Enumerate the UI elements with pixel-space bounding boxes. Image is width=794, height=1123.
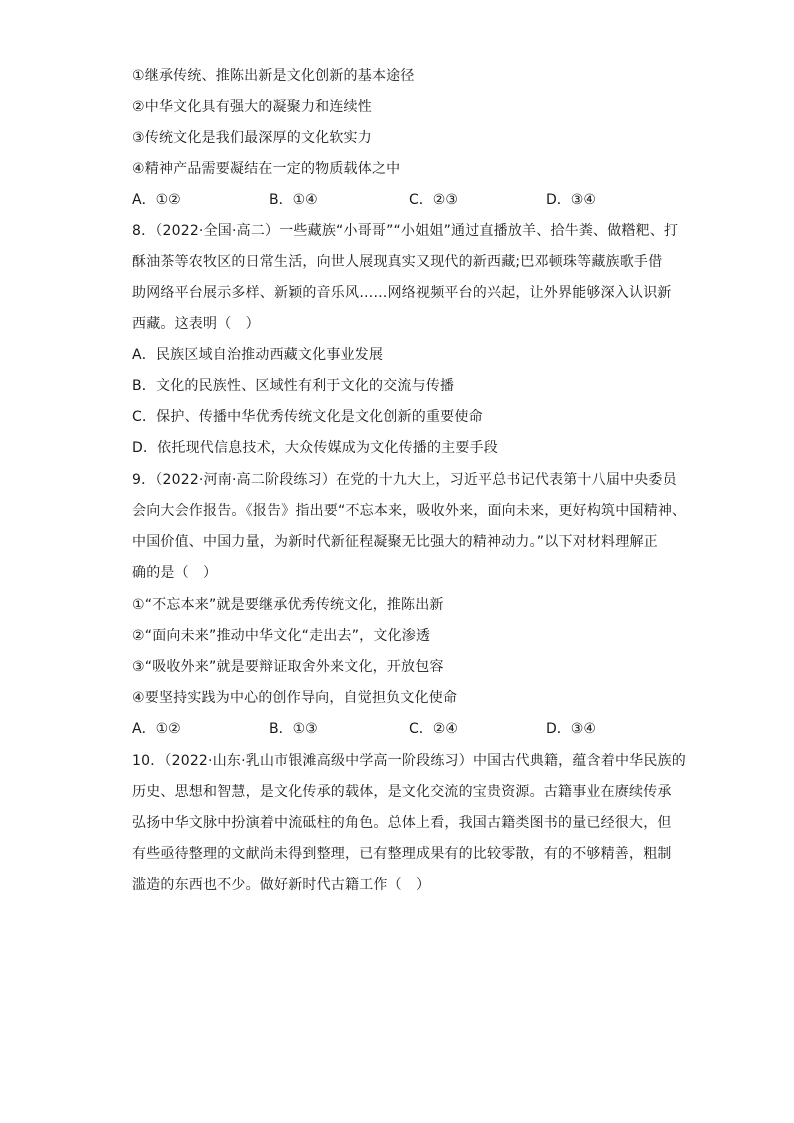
q9-item-1: ①“不忘本来”就是要继承优秀传统文化，推陈出新	[132, 597, 444, 613]
q8-option-c: C．保护、传播中华优秀传统文化是文化创新的重要使命	[132, 409, 483, 425]
q10-stem-line-2: 历史、思想和智慧，是文化传承的载体，是文化交流的宝贵资源。古籍事业在赓续传承	[132, 784, 672, 800]
q7-item-2: ②中华文化具有强大的凝聚力和连续性	[132, 99, 372, 115]
q9-choice-c: C．②④	[409, 721, 458, 737]
q10-stem-line-3: 弘扬中华文脉中扮演着中流砥柱的角色。总体上看，我国古籍类图书的量已经很大，但	[132, 815, 672, 831]
q8-option-a: A．民族区域自治推动西藏文化事业发展	[132, 347, 384, 363]
q7-choice-d: D．③④	[546, 192, 596, 208]
q7-item-4: ④精神产品需要凝结在一定的物质载体之中	[132, 161, 401, 177]
q10-stem-line-5: 滥造的东西也不少。做好新时代古籍工作（ ）	[132, 877, 431, 893]
q8-option-d: D．依托现代信息技术，大众传媒成为文化传播的主要手段	[132, 440, 498, 456]
q9-item-3: ③“吸收外来”就是要辩证取舍外来文化，开放包容	[132, 659, 444, 675]
q7-item-3: ③传统文化是我们最深厚的文化软实力	[132, 130, 372, 146]
q9-stem-line-2: 会向大会作报告。《报告》指出要“不忘本来，吸收外来，面向未来，更好构筑中国精神、	[132, 503, 687, 519]
q9-choice-d: D．③④	[546, 721, 596, 737]
q10-stem-line-1: 10．（2022·山东·乳山市银滩高级中学高一阶段练习）中国古代典籍，蕴含着中华民族的	[132, 753, 686, 769]
q7-choice-c: C．②③	[409, 192, 458, 208]
q9-stem-line-1: 9．（2022·河南·高二阶段练习）在党的十九大上，习近平总书记代表第十八届中央委员	[132, 472, 677, 488]
q9-stem-line-4: 确的是（ ）	[132, 565, 218, 581]
q8-stem-line-2: 酥油茶等农牧区的日常生活，向世人展现真实又现代的新西藏;巴邓顿珠等藏族歌手借	[132, 254, 663, 270]
q7-item-1: ①继承传统、推陈出新是文化创新的基本途径	[132, 68, 415, 84]
q7-choice-b: B．①④	[269, 192, 318, 208]
q8-option-b: B．文化的民族性、区域性有利于文化的交流与传播	[132, 378, 455, 394]
q9-choice-b: B．①③	[269, 721, 318, 737]
q9-item-4: ④要坚持实践为中心的创作导向，自觉担负文化使命	[132, 690, 458, 706]
q9-stem-line-3: 中国价值、中国力量，为新时代新征程凝聚无比强大的精神动力。”以下对材料理解正	[132, 534, 658, 550]
q8-stem-line-3: 助网络平台展示多样、新颖的音乐风……网络视频平台的兴起，让外界能够深入认识新	[132, 285, 672, 301]
q7-choice-a: A．①②	[132, 192, 181, 208]
q9-choice-a: A．①②	[132, 721, 181, 737]
q8-stem-line-1: 8．（2022·全国·高二）一些藏族“小哥哥”“小姐姐”通过直播放羊、拾牛粪、做糌粑、打	[132, 223, 679, 239]
q10-stem-line-4: 有些亟待整理的文献尚未得到整理，已有整理成果有的比较零散，有的不够精善，粗制	[132, 846, 672, 862]
q8-stem-line-4: 西藏。这表明（ ）	[132, 316, 260, 332]
q9-item-2: ②“面向未来”推动中华文化“走出去”，文化渗透	[132, 628, 431, 644]
